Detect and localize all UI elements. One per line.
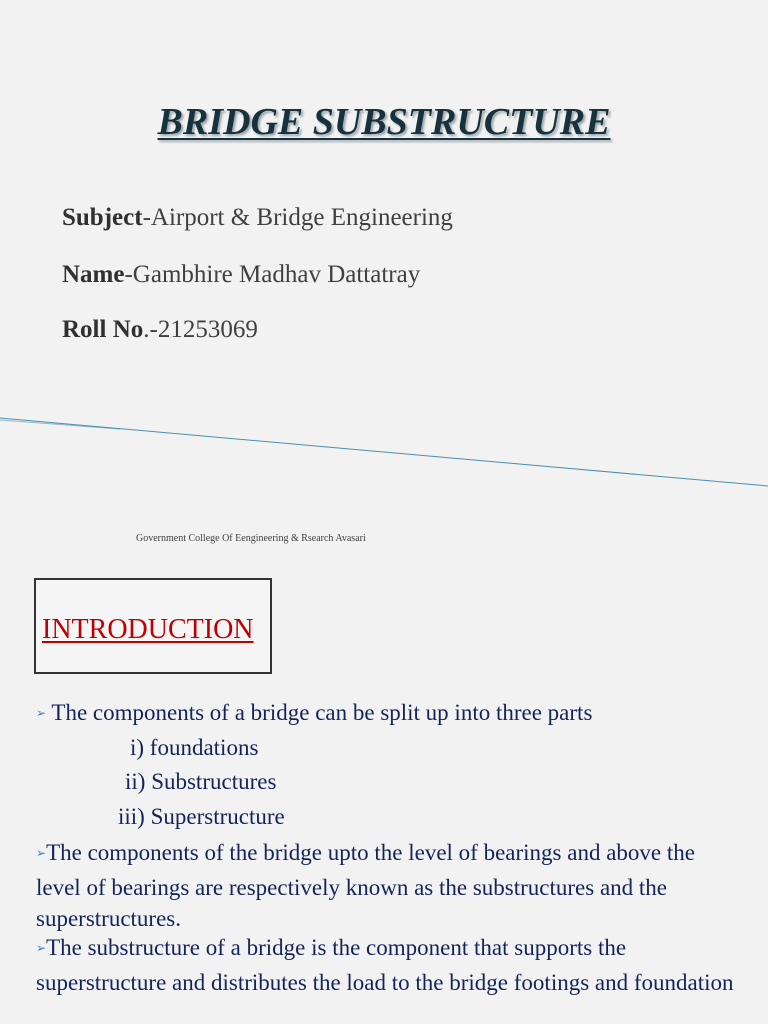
roll-line (62, 314, 258, 346)
bullet-point-2-text: The components of the bridge upto the level of bearings and above the level of bearings are respectively known as the substructures and the superstructures. (36, 840, 695, 931)
page-title: BRIDGE SUBSTRUCTURE (157, 101, 611, 143)
part-item: i) foundations (130, 735, 259, 760)
roll-value: .-21253069 (143, 316, 258, 343)
bullet-point-1-text: The components of a bridge can be split up into three parts (51, 700, 593, 725)
part-item: iii) Superstructure (118, 804, 285, 829)
subject-label: Subject (62, 204, 143, 231)
arrowhead-bullet-icon: ➢ (36, 706, 47, 720)
part-item: ii) Substructures (125, 769, 277, 794)
arrowhead-bullet-icon: ➢ (36, 846, 47, 860)
bullet-point-3-text: The substructure of a bridge is the component that supports the superstructure and distributes the load to the bridge footings and foundation (36, 935, 734, 995)
arrowhead-bullet-icon: ➢ (36, 941, 47, 955)
name-label: Name (62, 261, 125, 288)
bullet-point-2 (36, 837, 736, 934)
college-footer: Government College Of Eengineering & Rsearch Avasari (136, 533, 366, 544)
name-line (62, 259, 420, 291)
bullet-point-1 (36, 697, 736, 732)
bullet-point-3 (36, 932, 736, 998)
decorative-diagonal-line (0, 410, 768, 500)
roll-label: Roll No (62, 316, 144, 343)
subject-value: -Airport & Bridge Engineering (142, 204, 453, 231)
intro-heading: INTRODUCTION (42, 614, 254, 645)
subject-line (62, 202, 453, 234)
name-value: -Gambhire Madhav Dattatray (124, 261, 421, 288)
intro-heading-box (34, 578, 272, 674)
